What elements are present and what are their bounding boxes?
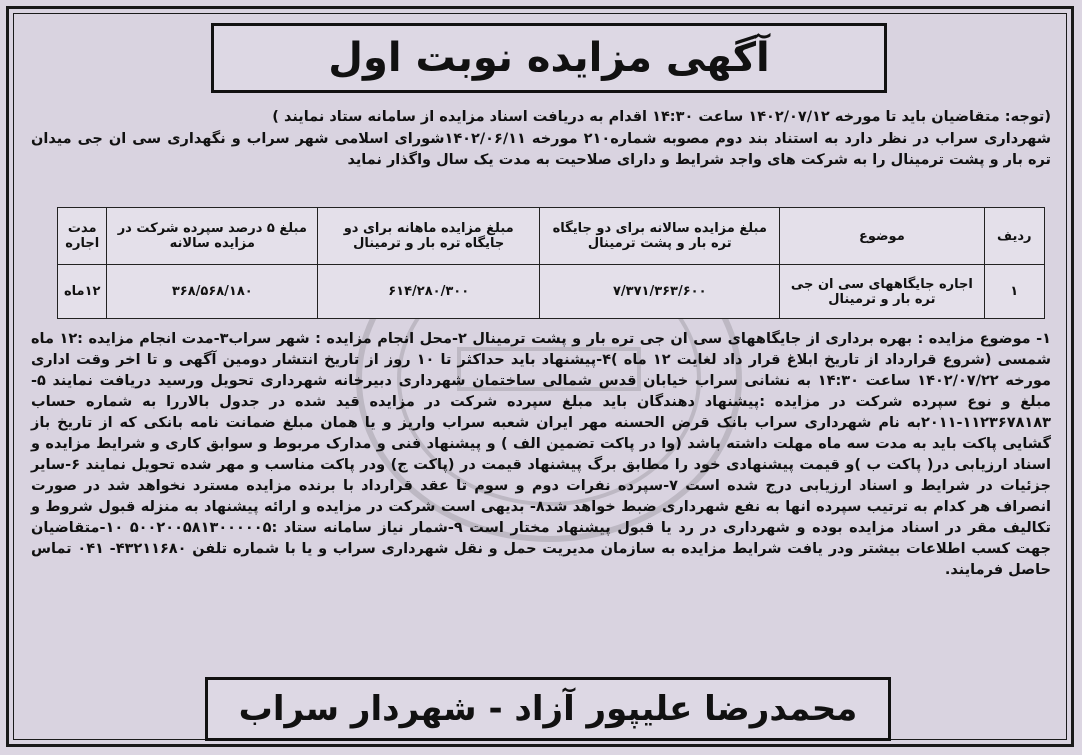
header-monthly-amount: مبلغ مزایده ماهانه برای دو جایگاه تره بار و ترمینال — [318, 208, 540, 265]
notice-page — [6, 6, 1074, 747]
header-row-number: ردیف — [984, 208, 1045, 265]
table-row — [58, 265, 1045, 319]
cell-row-number: ۱ — [984, 265, 1045, 319]
auction-table — [57, 207, 1045, 319]
terms-text: ۱- موضوع مزایده : بهره برداری از جایگاههای سی ان جی تره بار و پشت ترمینال ۲-محل انجام مزایده : شهر سراب۳-مدت انجام مزایده :۱۲ ماه شمسی (شروع قرارداد از تاریخ ابلاغ قرار داد لغایت ۱۲ ماه )۴-پیشنهاد باید حداکثر تا ۱۰ روز از تاریخ انتشار دومین آگهی و تا اخر وقت اداری مورخه ۱۴۰۲/۰۷/۲۲ ساعت ۱۴:۳۰ به نشانی سراب خیابان قدس شمالی ساختمان شهرداری دبیرخانه شهرداری تحویل ورسید دریافت نمایند ۵-مبلغ و نوع سپرده شرکت در مزایده :پیشنهاد دهندگان باید مبلغ سپرده شرکت در مزایده قید شده در جدول بالاررا به شماره حساب ۱۱۲۳۶۷۸۱۸۳-۲۰۱۱به نام شهرداری سراب بانک قرض الحسنه مهر ایران شعبه سراب واریز و یا همان مبلغ ضمانت نامه بانکی که از تاریخ باز گشایی پاکت باید به مدت سه ماه مهلت داشته باشد (وا در پاکت تضمین الف ) و پیشنهاد فنی و مدارک مربوط و سوابق کاری و شرایط مزایده و اسناد ارزیابی در( پاکت ب )و قیمت پیشنهادی خود را مطابق برگ پیشنهاد قیمت در (پاکت ج) ودر پاکت مناسب و مهر شده تحویل نمایند ۶-سایر جزئیات در شرایط و اسناد ارزیابی درج شده است ۷-سپرده نفرات دوم و سوم تا عقد قرارداد با برنده مزایده مسترد نخواهد شد در صورت انصراف هر کدام به ترتیب سپرده انها به نفع شهرداری ضبط خواهد شد۸- بدیهی است شرکت در مزایده و ارائه پیشنهاد به منزله قبول شروط و تکالیف مقر در اسناد مزایده بوده و شهرداری در رد یا قبول پیشنهاد مختار است ۹-شمار نیاز سامانه ستاد :۵۰۰۲۰۰۵۸۱۳۰۰۰۰۰۵ ۱۰-متقاضیان جهت کسب اطلاعات بیشتر ودر یافت شرایط مزایده به سازمان مدیریت حمل و نقل شهرداری سراب و یا با شماره تلفن ۴۳۲۱۱۶۸۰- ۰۴۱ تماس حاصل فرمایند. — [31, 331, 1052, 578]
intro-text: شهرداری سراب در نظر دارد به استناد بند دوم مصوبه شماره۲۱۰ مورخه ۱۴۰۲/۰۶/۱۱شورای اسلامی شهر سراب و نگهداری سی ان جی میدان تره بار و پشت ترمینال را به شرکت های واجد شرایط و دارای صلاحیت به مدت یک سال واگذار نماید — [31, 131, 1051, 168]
cell-monthly-amount: ۶۱۴/۲۸۰/۳۰۰ — [318, 265, 540, 319]
title-box — [211, 23, 887, 93]
header-subject: موضوع — [780, 208, 984, 265]
signature-box — [205, 677, 891, 741]
header-deposit: مبلغ ۵ درصد سپرده شرکت در مزایده سالانه — [107, 208, 318, 265]
notice-text: (توجه: متقاضیان باید تا مورخه ۱۴۰۲/۰۷/۱۲ ساعت ۱۴:۳۰ اقدام به دریافت اسناد مزایده از سامانه ستاد نمایند ) — [272, 109, 1051, 125]
signature: محمدرضا علیپور آزاد - شهردار سراب — [238, 689, 858, 729]
table-header-row — [58, 208, 1045, 265]
cell-duration: ۱۲ماه — [58, 265, 107, 319]
header-duration: مدت اجاره — [58, 208, 107, 265]
cell-subject: اجاره جایگاههای سی ان جی تره بار و ترمینال — [780, 265, 984, 319]
page-title: آگهی مزایده نوبت اول — [328, 35, 770, 81]
header-annual-amount: مبلغ مزایده سالانه برای دو جایگاه تره بار و پشت ترمینال — [540, 208, 780, 265]
cell-deposit: ۳۶۸/۵۶۸/۱۸۰ — [107, 265, 318, 319]
cell-annual-amount: ۷/۳۷۱/۳۶۳/۶۰۰ — [540, 265, 780, 319]
